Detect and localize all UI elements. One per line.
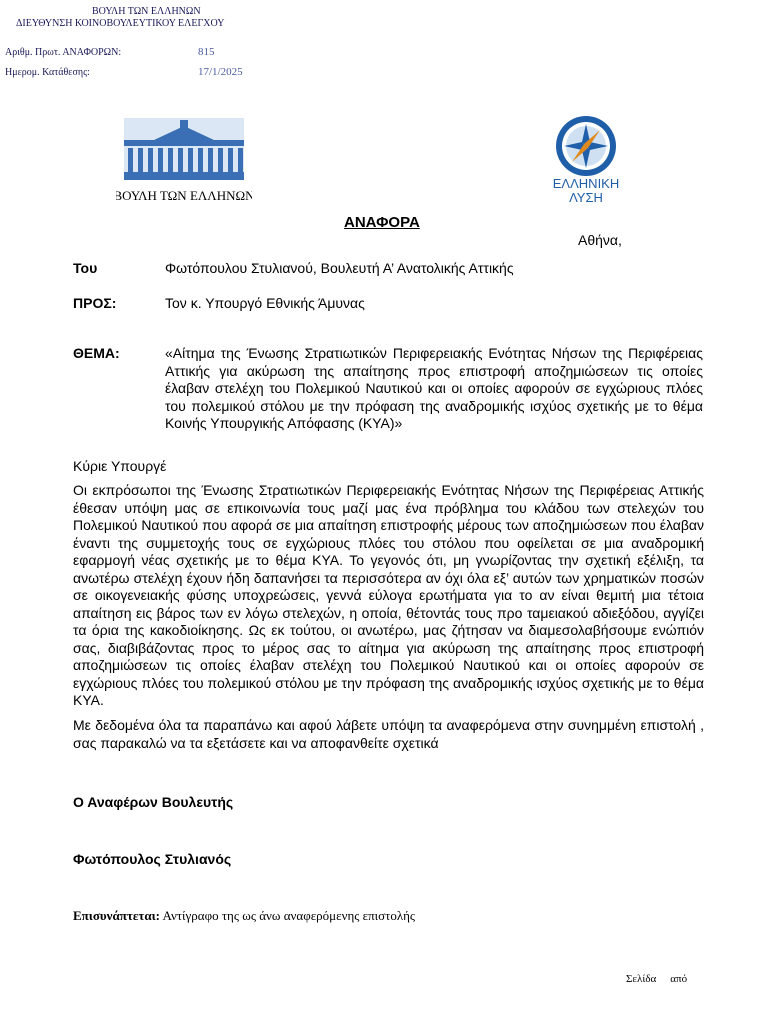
- body-paragraph-1: Οι εκπρόσωποι της Ένωσης Στρατιωτικών Περιφερειακής Ενότητας Νήσων της Περιφέρειας Αττικής έθεσαν υπόψη μας σε επικοινωνία τους μαζί μας ένα πρόβλημα του κλάδου των στελεχών του Πολεμικού Ναυτικού που αφορά σε μια απαίτηση επιστροφής μέρους των αποζημιώσεων που έλαβαν έναντι της συμμετοχής τους σε εγχώριους πλόες του στόλου που οφείλεται σε μια αναδρομική εφαρμογή νέας σχετικής με το θέμα ΚΥΑ. Το γεγονός ότι, μη γνωρίζοντας την σχετική εξέλιξη, τα ανωτέρω στελέχη έχουν ήδη δαπανήσει τα περισσότερα αν όχι όλα εξ’ αυτών των χρηματικών ποσών σε οικογενειακής φύσης υποχρεώσεις, γεννά εύλογα ερωτήματα για το αν είναι θεμιτή μια τέτοια απαίτηση εις βάρος των εν λόγω στελεχών, η οποία, θέτοντάς τους προ ταμειακού αδιεξόδου, αγγίζει τα όρια της κακοδιοίκησης. Ως εκ τούτου, οι ανωτέρω, μας ζήτησαν να διαμεσολαβήσουμε ενώπιόν σας, διαβιβάζοντας προς το μέρος σας το αίτημα για ακύρωση της απαίτησης προς επιστροφή αποζημιώσεων τις οποίες έλαβαν στελέχη του Πολεμικού Ναυτικού και οι οποίες αφορούν σε εγχώριους πλόες του πολεμικού στόλου με την πρόφαση της αναδρομικής ισχύος σχετικής με το θέμα ΚΥΑ.: [73, 482, 704, 708]
- signature-name: Φωτόπουλος Στυλιανός: [73, 851, 232, 867]
- date-value: 17/1/2025: [198, 66, 243, 78]
- city-date: Αθήνα,: [578, 232, 622, 248]
- signature-role: Ο Αναφέρων Βουλευτής: [73, 794, 234, 810]
- attachment-note: [73, 908, 415, 924]
- parliament-logo: [116, 116, 252, 206]
- salutation: Κύριε Υπουργέ: [73, 458, 167, 474]
- from-label: Του: [73, 260, 98, 276]
- document-title: ΑΝΑΦΟΡΑ: [344, 214, 420, 231]
- attachment-label: Επισυνάπτεται:: [73, 908, 160, 923]
- header-line-2: ΔΙΕΥΘΥΝΣΗ ΚΟΙΝΟΒΟΥΛΕΥΤΙΚΟΥ ΕΛΕΓΧΟΥ: [16, 18, 225, 29]
- attachment-text: Αντίγραφο της ως άνω αναφερόμενης επιστολής: [159, 908, 416, 923]
- date-label: Ημερομ. Κατάθεσης:: [5, 67, 90, 78]
- party-logo-line1: ΕΛΛΗΝΙΚΗ: [552, 176, 620, 191]
- compass-icon: [536, 112, 636, 204]
- header-line-1: ΒΟΥΛΗ ΤΩΝ ΕΛΛΗΝΩΝ: [92, 6, 201, 17]
- page-of-label: από: [670, 973, 688, 985]
- to-value: Τον κ. Υπουργό Εθνικής Άμυνας: [165, 295, 365, 311]
- subject-label: ΘΕΜΑ:: [73, 345, 120, 361]
- to-label: ΠΡΟΣ:: [73, 295, 117, 311]
- party-logo-line2: ΛΥΣΗ: [569, 190, 603, 204]
- from-value: Φωτόπουλου Στυλιανού, Βουλευτή Α’ Ανατολικής Αττικής: [165, 260, 514, 276]
- protocol-label: Αριθμ. Πρωτ. ΑΝΑΦΟΡΩΝ:: [5, 47, 122, 58]
- body-paragraph-2: Με δεδομένα όλα τα παραπάνω και αφού λάβετε υπόψη τα αναφερόμενα στην συνημμένη επιστολή , σας παρακαλώ να τα εξετάσετε και να αποφανθείτε σχετικά: [73, 717, 704, 751]
- page-footer: [626, 973, 687, 985]
- parliament-logo-text: ΒΟΥΛΗ ΤΩΝ ΕΛΛΗΝΩΝ: [116, 188, 252, 203]
- protocol-value: 815: [198, 46, 215, 58]
- parliament-building-icon: [116, 116, 252, 206]
- page-label: Σελίδα: [626, 973, 657, 985]
- party-logo: [536, 112, 636, 204]
- subject-text: «Αίτημα της Ένωσης Στρατιωτικών Περιφερειακής Ενότητας Νήσων της Περιφέρειας Αττικής για ακύρωση της απαίτησης προς επιστροφή αποζημιώσεων τις οποίες έλαβαν στελέχη του Πολεμικού Ναυτικού και οι οποίες αφορούν σε εγχώριους πλόες του πολεμικού στόλου με την πρόφαση της αναδρομικής ισχύος σχετικής με το θέμα Κοινής Υπουργικής Απόφασης (ΚΥΑ)»: [165, 345, 703, 431]
